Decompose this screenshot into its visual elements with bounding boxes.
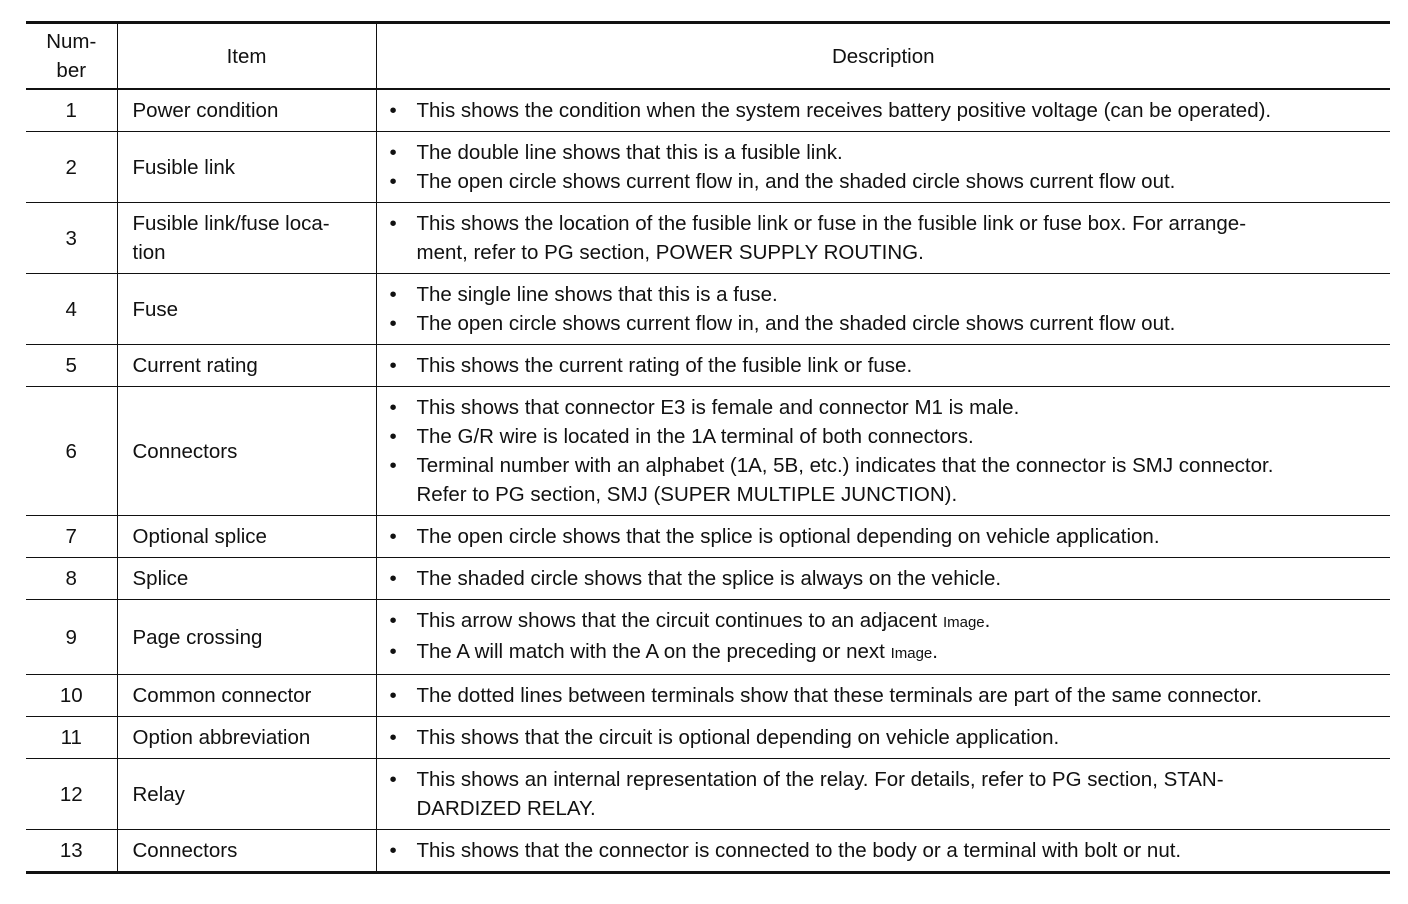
table-row: [26, 600, 1390, 675]
description-bullet-item: • The shaded circle shows that the splice is always on the vehicle.: [390, 564, 1385, 593]
bullet-icon: •: [389, 839, 397, 862]
bullet-icon: •: [389, 396, 397, 419]
table-row: [26, 132, 1390, 203]
description-bullet-item: • The open circle shows current flow in, and the shaded circle shows current flow out.: [390, 167, 1385, 196]
table-row: [26, 274, 1390, 345]
header-item: Item: [117, 23, 376, 90]
row-description: [376, 830, 1390, 873]
bullet-icon: •: [389, 354, 397, 377]
row-description: [376, 274, 1390, 345]
row-item: Splice: [117, 558, 376, 600]
table-row: [26, 345, 1390, 387]
row-description: [376, 717, 1390, 759]
table-row: [26, 717, 1390, 759]
row-item: Current rating: [117, 345, 376, 387]
description-list: [390, 138, 1385, 196]
row-number: 13: [26, 830, 117, 873]
row-item: Relay: [117, 759, 376, 830]
bullet-icon: •: [389, 640, 397, 663]
reference-table-container: [26, 21, 1390, 874]
row-item: Connectors: [117, 830, 376, 873]
description-bullet-item: • This shows that the circuit is optional depending on vehicle application.: [390, 723, 1385, 752]
description-bullet-item: • This shows the current rating of the fusible link or fuse.: [390, 351, 1385, 380]
bullet-icon: •: [389, 141, 397, 164]
description-bullet-item: • Terminal number with an alphabet (1A, 5B, etc.) indicates that the connector is SMJ connector. Refer to PG section, SMJ (SUPER MULTIPLE JUNCTION).: [390, 451, 1385, 509]
image-reference-label: Image: [942, 614, 985, 631]
description-list: [390, 564, 1385, 593]
row-description: [376, 600, 1390, 675]
row-item: Optional splice: [117, 516, 376, 558]
description-list: [390, 393, 1385, 509]
description-bullet-item: • This shows the condition when the system receives battery positive voltage (can be operated).: [390, 96, 1385, 125]
bullet-icon: •: [389, 609, 397, 632]
header-row: [26, 23, 1390, 90]
row-description: [376, 203, 1390, 274]
bullet-icon: •: [389, 99, 397, 122]
row-description: [376, 89, 1390, 132]
row-number: 6: [26, 387, 117, 516]
row-number: 12: [26, 759, 117, 830]
image-reference-label: Image: [890, 645, 933, 662]
bullet-icon: •: [389, 768, 397, 791]
description-bullet-item: • This shows that connector E3 is female and connector M1 is male.: [390, 393, 1385, 422]
row-number: 9: [26, 600, 117, 675]
row-description: [376, 387, 1390, 516]
row-item: Connectors: [117, 387, 376, 516]
row-number: 1: [26, 89, 117, 132]
description-bullet-item: • This arrow shows that the circuit continues to an adjacent Image.: [390, 606, 1385, 637]
row-description: [376, 759, 1390, 830]
row-number: 8: [26, 558, 117, 600]
wiring-legend-table: [26, 21, 1390, 874]
bullet-icon: •: [389, 425, 397, 448]
table-row: [26, 89, 1390, 132]
row-number: 4: [26, 274, 117, 345]
header-description: Description: [376, 23, 1390, 90]
row-number: 2: [26, 132, 117, 203]
bullet-icon: •: [389, 170, 397, 193]
bullet-icon: •: [389, 312, 397, 335]
description-list: [390, 280, 1385, 338]
bullet-icon: •: [389, 525, 397, 548]
description-bullet-item: • This shows an internal representation of the relay. For details, refer to PG section, STAN- DARDIZED RELAY.: [390, 765, 1385, 823]
description-bullet-item: • The A will match with the A on the preceding or next Image.: [390, 637, 1385, 668]
table-row: [26, 675, 1390, 717]
row-item: Fusible link/fuse loca- tion: [117, 203, 376, 274]
bullet-icon: •: [389, 684, 397, 707]
row-number: 7: [26, 516, 117, 558]
row-item: Fusible link: [117, 132, 376, 203]
row-item: Option abbreviation: [117, 717, 376, 759]
description-bullet-item: • This shows the location of the fusible link or fuse in the fusible link or fuse box. For arrange- ment, refer to PG section, POWER SUPPLY ROUTING.: [390, 209, 1385, 267]
row-item: Power condition: [117, 89, 376, 132]
row-number: 5: [26, 345, 117, 387]
description-list: [390, 96, 1385, 125]
table-row: [26, 387, 1390, 516]
table-row: [26, 558, 1390, 600]
description-bullet-item: • The double line shows that this is a fusible link.: [390, 138, 1385, 167]
row-item: Fuse: [117, 274, 376, 345]
description-bullet-item: • The single line shows that this is a fuse.: [390, 280, 1385, 309]
row-description: [376, 345, 1390, 387]
description-list: [390, 606, 1385, 668]
description-list: [390, 723, 1385, 752]
description-bullet-item: • The open circle shows that the splice is optional depending on vehicle application.: [390, 522, 1385, 551]
description-bullet-item: • This shows that the connector is connected to the body or a terminal with bolt or nut.: [390, 836, 1385, 865]
table-row: [26, 830, 1390, 873]
row-item: Page crossing: [117, 600, 376, 675]
description-list: [390, 522, 1385, 551]
row-item: Common connector: [117, 675, 376, 717]
table-body: [26, 89, 1390, 873]
bullet-icon: •: [389, 283, 397, 306]
description-list: [390, 836, 1385, 865]
table-row: [26, 203, 1390, 274]
header-number: Num- ber: [26, 23, 117, 90]
description-list: [390, 209, 1385, 267]
row-number: 3: [26, 203, 117, 274]
table-row: [26, 516, 1390, 558]
table-row: [26, 759, 1390, 830]
row-description: [376, 516, 1390, 558]
bullet-icon: •: [389, 567, 397, 590]
description-bullet-item: • The dotted lines between terminals show that these terminals are part of the same connector.: [390, 681, 1385, 710]
row-description: [376, 558, 1390, 600]
bullet-icon: •: [389, 726, 397, 749]
row-description: [376, 132, 1390, 203]
row-number: 10: [26, 675, 117, 717]
row-number: 11: [26, 717, 117, 759]
description-bullet-item: • The G/R wire is located in the 1A terminal of both connectors.: [390, 422, 1385, 451]
description-list: [390, 765, 1385, 823]
description-list: [390, 681, 1385, 710]
description-bullet-item: • The open circle shows current flow in, and the shaded circle shows current flow out.: [390, 309, 1385, 338]
description-list: [390, 351, 1385, 380]
row-description: [376, 675, 1390, 717]
bullet-icon: •: [389, 212, 397, 235]
bullet-icon: •: [389, 454, 397, 477]
